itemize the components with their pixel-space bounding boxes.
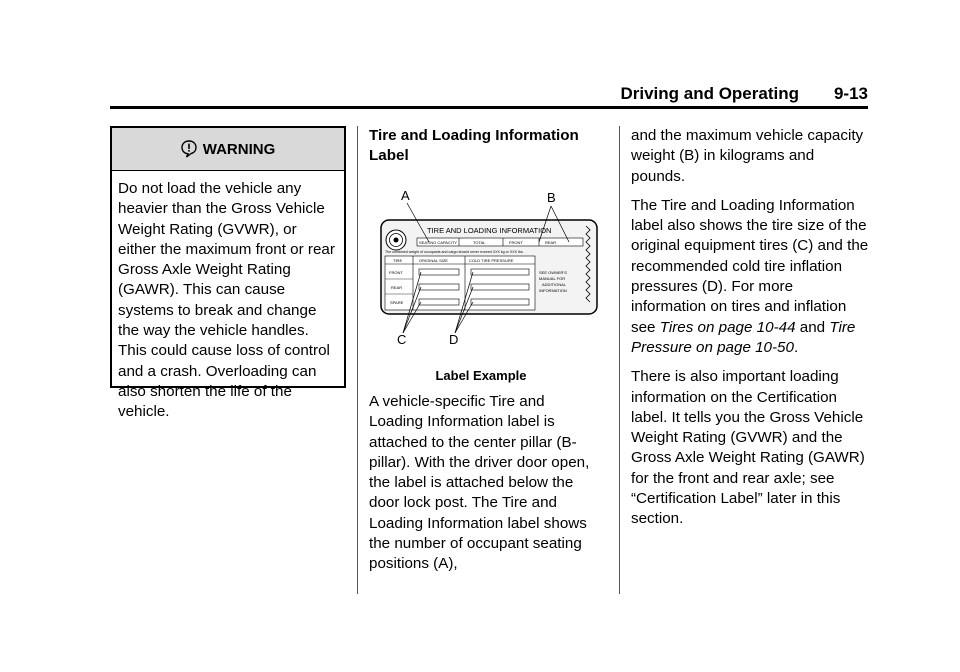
figure-caption: Label Example [435, 368, 527, 383]
column-two [369, 126, 607, 166]
cold-pressure-header: COLD TIRE PRESSURE [469, 258, 514, 263]
note-line-4: INFORMATION [539, 288, 567, 293]
warning-title: WARNING [202, 140, 276, 158]
column-three [631, 126, 871, 539]
tire-icon [386, 230, 406, 250]
warning-text: Do not load the vehicle any heavier than the Gross Vehicle Weight Rating (GVWR), or either the maximum front or rear Gross Axle Weight Rating (GAWR). This can cause systems to break and change the way the vehicle handles. This could cause loss of control and a crash. Overloading can also shorten the life of the vehicle. [118, 180, 335, 421]
tire-header: TIRE [393, 258, 403, 263]
warning-icon [181, 140, 197, 158]
note-line-2: MANUAL FOR [539, 276, 566, 281]
page-header [110, 84, 868, 109]
front-label: FRONT [509, 240, 523, 245]
seating-capacity-label: SEATING CAPACITY [419, 240, 458, 245]
note-line-3: ADDITIONAL [542, 282, 567, 287]
label-example-figure [379, 184, 599, 354]
section-title: Driving and Operating [620, 84, 799, 103]
row-front: FRONT [389, 270, 403, 275]
combined-weight-text: The combined weight of occupants and cargo should never exceed XXX kg or XXX lbs. [385, 250, 524, 254]
page-number: 9-13 [833, 84, 868, 103]
paragraph: The Tire and Loading Information label also shows the tire size of the original equipment tires (C) and the recommended cold tire inflation pressures (D). For more information on tires and inflation see Tires on page 10-44 and Tire Pressure on page 10-50. [631, 196, 869, 356]
callout-a: A [401, 188, 410, 203]
section-heading: Tire and Loading Information Label [369, 127, 579, 164]
column-divider [619, 126, 620, 594]
row-rear: REAR [391, 285, 403, 290]
label-title: TIRE AND LOADING INFORMATION [427, 226, 552, 235]
paragraph: There is also important loading information on the Certification label. It tells you the Gross Vehicle Weight Rating (GVWR) and the Gross Axle Weight Rating (GAWR) for the front and rear axle; see “Certification Label” later in this section. [631, 368, 865, 528]
callout-d: D [449, 332, 459, 347]
column-divider [357, 126, 358, 594]
original-size-header: ORIGINAL SIZE [419, 258, 448, 263]
callout-c: C [397, 332, 407, 347]
paragraph: and the maximum vehicle capacity weight (B) in kilograms and pounds. [631, 127, 864, 185]
row-spare: SPARE [390, 300, 404, 305]
callout-b: B [547, 190, 556, 205]
paragraph: A vehicle-specific Tire and Loading Information label is attached to the center pillar (B-pillar). With the driver door open, the label is attached below the door lock post. The Tire and Loading Information label shows the number of occupant seating positions (A), [369, 393, 590, 573]
note-line-1: SEE OWNER'S [539, 270, 567, 275]
column-two-body [369, 392, 599, 584]
total-label: TOTAL [473, 240, 486, 245]
cross-reference-link[interactable]: Tires on page 10-44 [659, 318, 796, 336]
warning-box [110, 126, 346, 421]
warning-header [112, 128, 344, 171]
rear-label: REAR [545, 240, 557, 245]
cross-reference-link[interactable]: Tire Pressure on page 10-50 [631, 318, 856, 356]
